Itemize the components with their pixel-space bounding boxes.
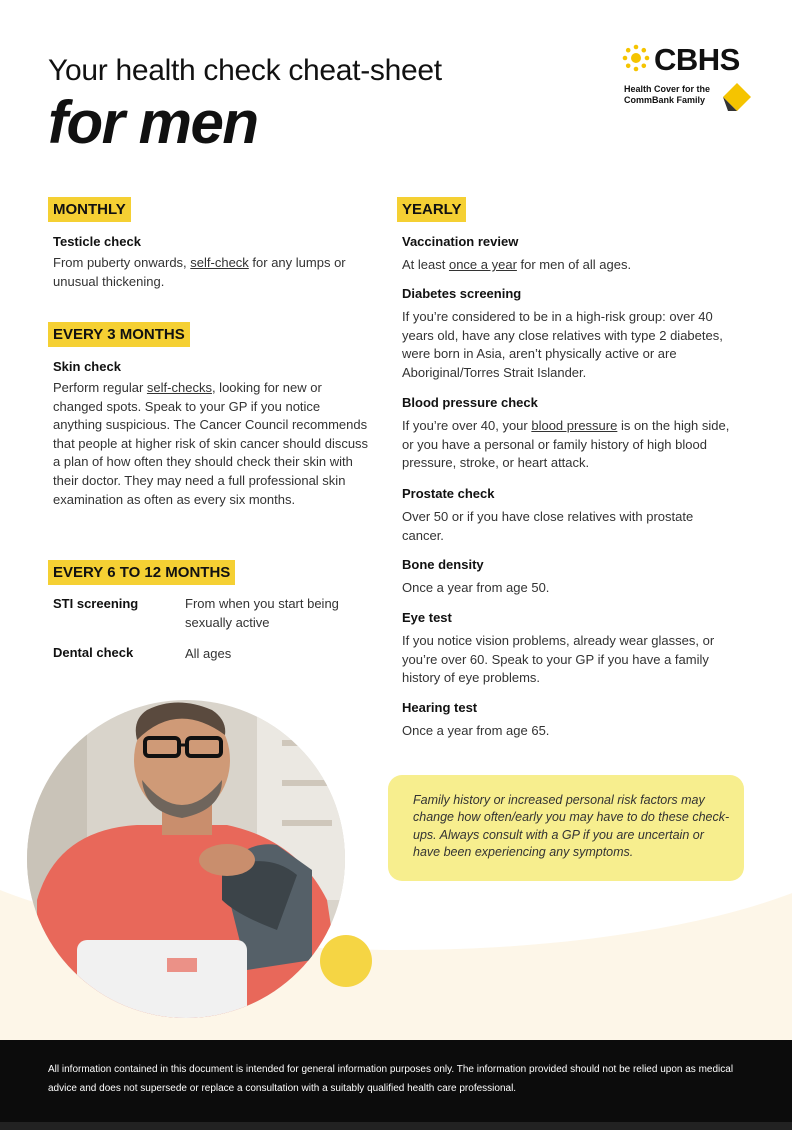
hearing-test-title: Hearing test: [402, 700, 478, 715]
diabetes-screening-text: If you’re considered to be in a high-risk group: over 40 years old, have any close relatives with type 2 diabetes, were born in Asia, aren’t physically active or are Aboriginal/Torres Strait Islander.: [402, 309, 723, 380]
self-checks-link[interactable]: self-checks: [146, 380, 212, 395]
decorative-circle: [320, 935, 372, 987]
sti-screening-value: From when you start being sexually active: [185, 596, 339, 630]
dental-check-value: All ages: [185, 646, 232, 661]
blood-pressure-link[interactable]: blood pressure: [531, 418, 618, 433]
logo-wordmark: CBHS: [654, 42, 740, 77]
logo-tagline: Health Cover for the CommBank Family: [624, 84, 711, 105]
every-3-months-heading: EVERY 3 MONTHS: [48, 322, 190, 347]
hearing-test-text: Once a year from age 65.: [402, 723, 550, 738]
skin-check-title: Skin check: [53, 359, 121, 374]
eye-test-title: Eye test: [402, 610, 452, 625]
footer-bottom-strip: [0, 1122, 792, 1130]
blood-pressure-check-title: Blood pressure check: [402, 395, 538, 410]
skin-check-text: Perform regular self-checks, looking for new or changed spots. Speak to your GP if you notice anything suspicious. The Cancer Council recommends that people at higher risk of skin cancer should discuss a plan of how often they should check their skin with their doctor. They may need a full professional skin examination as often as every six months.: [53, 380, 369, 507]
self-check-link[interactable]: self-check: [190, 255, 249, 270]
note-text: Family history or increased personal risk factors may change how often/early you may have to do these check-ups. Always consult with a GP if you are uncertain or have been experiencing any symptoms.: [413, 793, 730, 860]
page-subtitle: for men: [48, 89, 258, 156]
footer: [0, 1040, 792, 1122]
prostate-check-text: Over 50 or if you have close relatives with prostate cancer.: [402, 509, 694, 543]
vaccination-review-title: Vaccination review: [402, 234, 519, 249]
yearly-heading: YEARLY: [397, 197, 466, 222]
bone-density-title: Bone density: [402, 557, 484, 572]
cbhs-logo: [622, 42, 762, 117]
monthly-heading: MONTHLY: [48, 197, 131, 222]
testicle-check-text: From puberty onwards, self-check for any lumps or unusual thickening.: [53, 255, 346, 289]
dental-check-label: Dental check: [53, 645, 134, 660]
sun-icon: [622, 44, 650, 72]
footer-disclaimer: All information contained in this document is intended for general information purposes only. The information provided should not be relied upon as medical advice and does not supersede or replace a consultation with a suitably qualified health care professional.: [48, 1064, 734, 1094]
testicle-check-title: Testicle check: [53, 234, 141, 249]
prostate-check-title: Prostate check: [402, 486, 495, 501]
page-title: Your health check cheat-sheet: [48, 54, 442, 87]
man-checking-blood-pressure-photo: [27, 700, 345, 1018]
diamond-icon: [722, 82, 752, 112]
eye-test-text: If you notice vision problems, already wear glasses, or you’re over 60. Speak to your GP if you have a family history of eye problems.: [402, 633, 715, 686]
blood-pressure-check-text: If you’re over 40, your blood pressure is on the high side, or you have a personal or family history of high blood pressure, stroke, or heart attack.: [402, 418, 730, 471]
vaccination-review-text: At least once a year for men of all ages.: [402, 257, 632, 272]
risk-factor-note: [388, 775, 744, 881]
bone-density-text: Once a year from age 50.: [402, 580, 550, 595]
once-a-year-link[interactable]: once a year: [448, 257, 517, 272]
decorative-ring: [364, 912, 386, 934]
every-6-to-12-months-heading: EVERY 6 TO 12 MONTHS: [48, 560, 235, 585]
sti-screening-label: STI screening: [53, 596, 139, 611]
diabetes-screening-title: Diabetes screening: [402, 286, 522, 301]
